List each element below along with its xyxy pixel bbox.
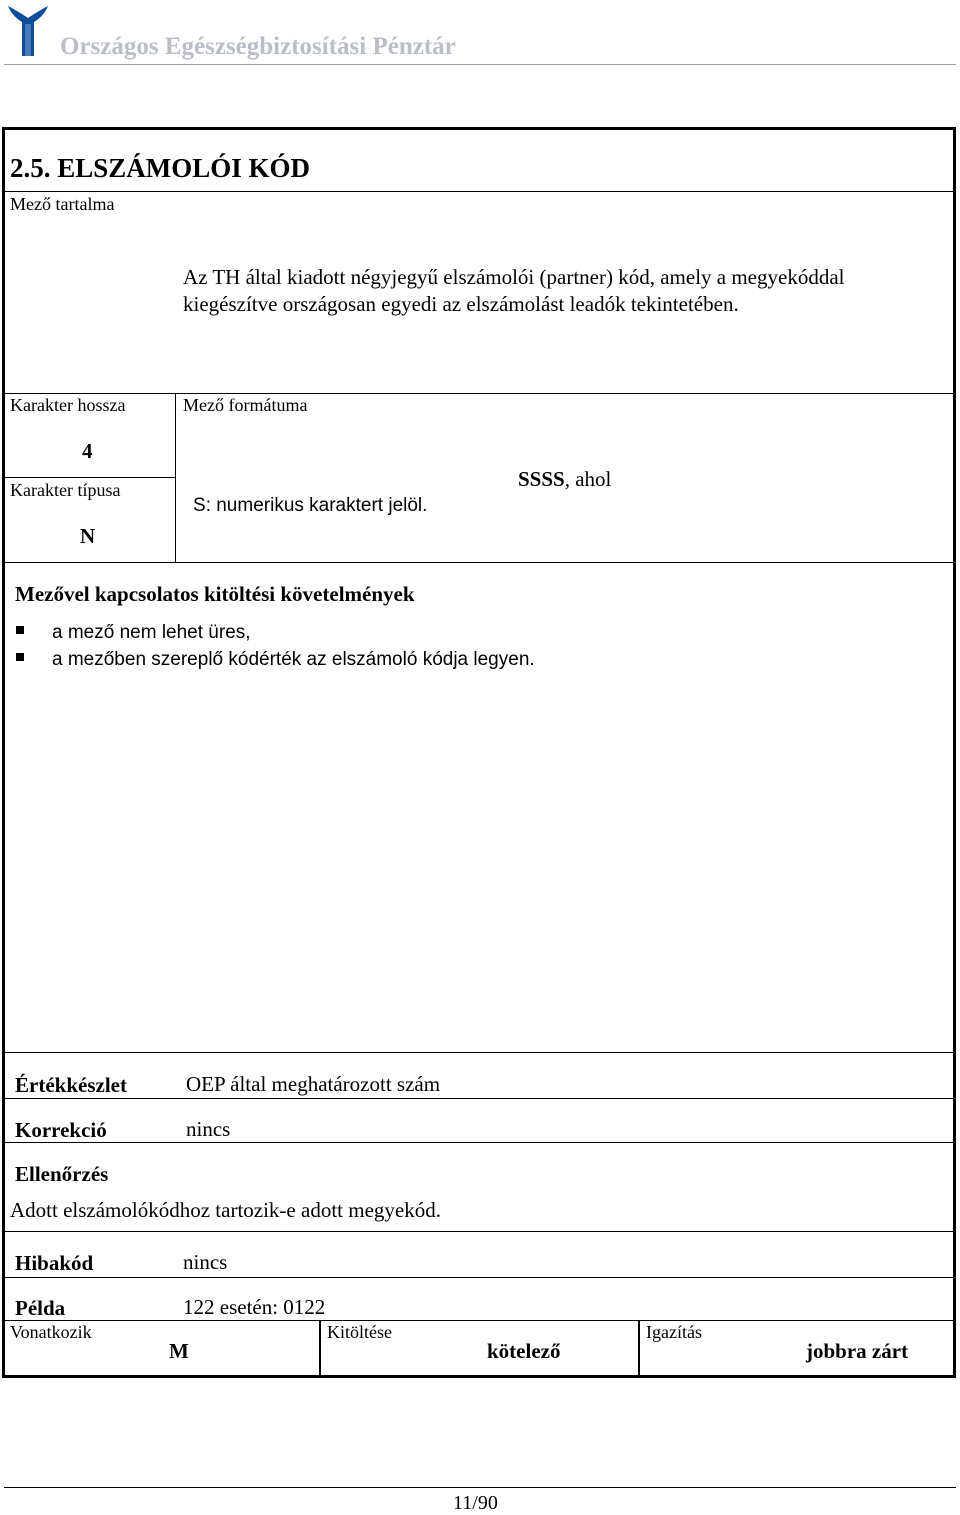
content-text-line-1: Az TH által kiadott négyjegyű elszámolói (partner) kód, amely a megyekóddal [183, 265, 845, 289]
divider [5, 562, 955, 563]
format-suffix: , ahol [564, 467, 612, 491]
requirement-item: a mező nem lehet üres, [52, 622, 251, 643]
divider [5, 477, 175, 478]
example-value: 122 esetén: 0122 [183, 1295, 326, 1319]
value-set-value: OEP által meghatározott szám [186, 1072, 441, 1096]
fill-value: kötelező [487, 1339, 561, 1363]
check-value: Adott elszámolókódhoz tartozik-e adott megyekód. [10, 1198, 441, 1222]
content-label: Mező tartalma [10, 194, 115, 214]
bullet-icon [16, 626, 24, 634]
divider [5, 1277, 955, 1278]
alignment-value: jobbra zárt [806, 1339, 909, 1363]
divider [175, 393, 176, 562]
divider [5, 1052, 955, 1053]
header-divider [4, 64, 956, 65]
format-desc-key: S [193, 495, 206, 516]
requirements-title: Mezővel kapcsolatos kitöltési követelmények [15, 582, 415, 606]
format-description [193, 495, 427, 517]
correction-value: nincs [186, 1117, 231, 1141]
divider [5, 191, 955, 192]
oep-logo-icon [6, 2, 50, 60]
value-set-label: Értékkészlet [15, 1073, 127, 1097]
format-label: Mező formátuma [183, 395, 308, 415]
divider [638, 1320, 640, 1376]
section-title: 2.5. ELSZÁMOLÓI KÓD [10, 153, 311, 183]
org-name: Országos Egészségbiztosítási Pénztár [60, 33, 456, 60]
length-value: 4 [82, 439, 93, 463]
check-label: Ellenőrzés [15, 1162, 109, 1186]
applies-value: M [169, 1339, 189, 1363]
applies-label: Vonatkozik [10, 1322, 92, 1342]
divider [5, 1320, 955, 1321]
example-label: Példa [15, 1296, 66, 1320]
format-desc-rest: : numerikus karaktert jelöl. [205, 495, 428, 516]
type-value: N [80, 524, 96, 548]
bullet-icon [16, 653, 24, 661]
page-number: 11/90 [453, 1492, 498, 1514]
divider [319, 1320, 321, 1376]
length-label: Karakter hossza [10, 395, 126, 415]
divider [5, 1231, 955, 1232]
footer-divider [4, 1487, 956, 1488]
alignment-label: Igazítás [646, 1322, 702, 1342]
error-code-label: Hibakód [15, 1251, 94, 1275]
correction-label: Korrekció [15, 1118, 107, 1142]
content-text-line-2: kiegészítve országosan egyedi az elszámolást leadók tekintetében. [183, 292, 739, 316]
format-code: SSSS [518, 467, 565, 491]
error-code-value: nincs [183, 1250, 228, 1274]
requirement-item: a mezőben szereplő kódérték az elszámoló kódja legyen. [52, 649, 535, 670]
divider [5, 1142, 955, 1143]
divider [5, 1098, 955, 1099]
type-label: Karakter típusa [10, 480, 121, 500]
fill-label: Kitöltése [327, 1322, 392, 1342]
format-pattern [518, 467, 611, 492]
divider [5, 393, 955, 394]
